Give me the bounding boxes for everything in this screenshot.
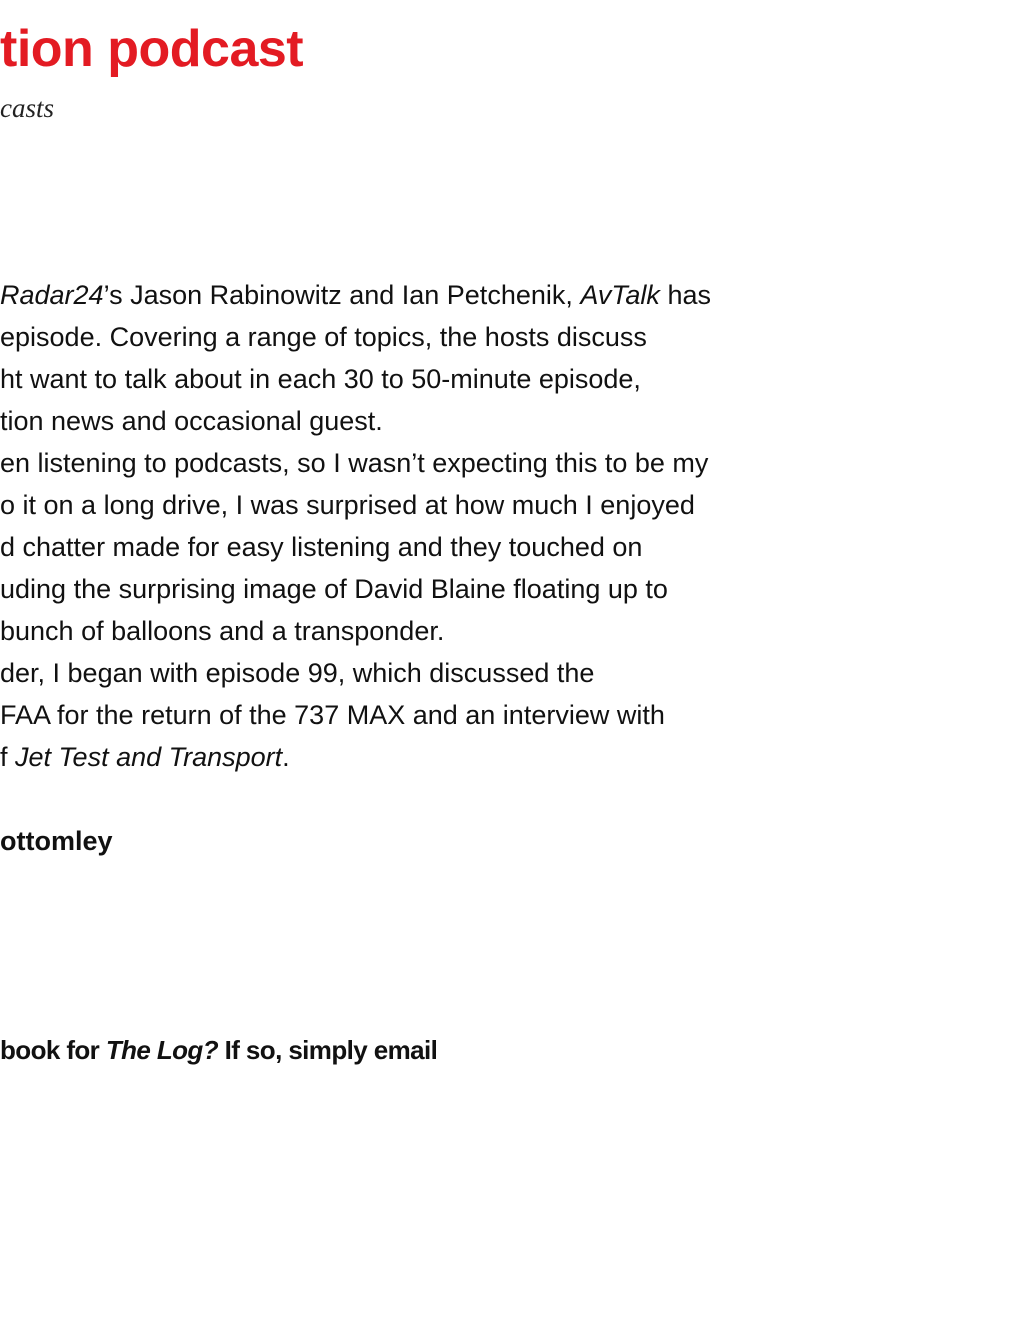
body-line bbox=[0, 274, 711, 316]
body-line bbox=[0, 400, 711, 442]
article-body bbox=[0, 274, 711, 778]
submission-note-text: book for bbox=[0, 1035, 106, 1065]
body-line bbox=[0, 736, 711, 778]
article-subtitle: casts bbox=[0, 93, 54, 123]
submission-note bbox=[0, 1030, 437, 1070]
body-text-segment: ’s Jason Rabinowitz and Ian Petchenik, bbox=[103, 280, 581, 310]
body-text-segment: uding the surprising image of David Blaine floating up to bbox=[0, 574, 668, 604]
italic-title: AvTalk bbox=[580, 280, 660, 310]
body-line bbox=[0, 316, 711, 358]
article-title: tion podcast bbox=[0, 20, 304, 78]
italic-title: Jet Test and Transport bbox=[15, 742, 283, 772]
body-text-segment: f bbox=[0, 742, 16, 772]
body-line bbox=[0, 442, 711, 484]
body-text-segment: ht want to talk about in each 30 to 50-minute episode, bbox=[0, 364, 641, 394]
body-text-segment: d chatter made for easy listening and they touched on bbox=[0, 532, 643, 562]
body-line bbox=[0, 358, 711, 400]
body-text-segment: episode. Covering a range of topics, the hosts discuss bbox=[0, 322, 647, 352]
body-line bbox=[0, 610, 711, 652]
body-text-segment: en listening to podcasts, so I wasn’t expecting this to be my bbox=[0, 448, 709, 478]
submission-note-text-end: If so, simply email bbox=[218, 1035, 438, 1065]
article-author: ottomley bbox=[0, 826, 113, 856]
body-text-segment: FAA for the return of the 737 MAX and an interview with bbox=[0, 700, 665, 730]
body-text-segment: has bbox=[659, 280, 711, 310]
body-text-segment: der, I began with episode 99, which discussed the bbox=[0, 658, 595, 688]
publication-name: The Log? bbox=[105, 1035, 218, 1065]
body-line bbox=[0, 526, 711, 568]
italic-title: Radar24 bbox=[0, 280, 104, 310]
body-line bbox=[0, 484, 711, 526]
body-text-segment: tion news and occasional guest. bbox=[0, 406, 383, 436]
body-line bbox=[0, 568, 711, 610]
body-line bbox=[0, 694, 711, 736]
body-line bbox=[0, 652, 711, 694]
body-text-segment: o it on a long drive, I was surprised at how much I enjoyed bbox=[0, 490, 695, 520]
body-text-segment: bunch of balloons and a transponder. bbox=[0, 616, 445, 646]
body-text-segment: . bbox=[282, 742, 290, 772]
